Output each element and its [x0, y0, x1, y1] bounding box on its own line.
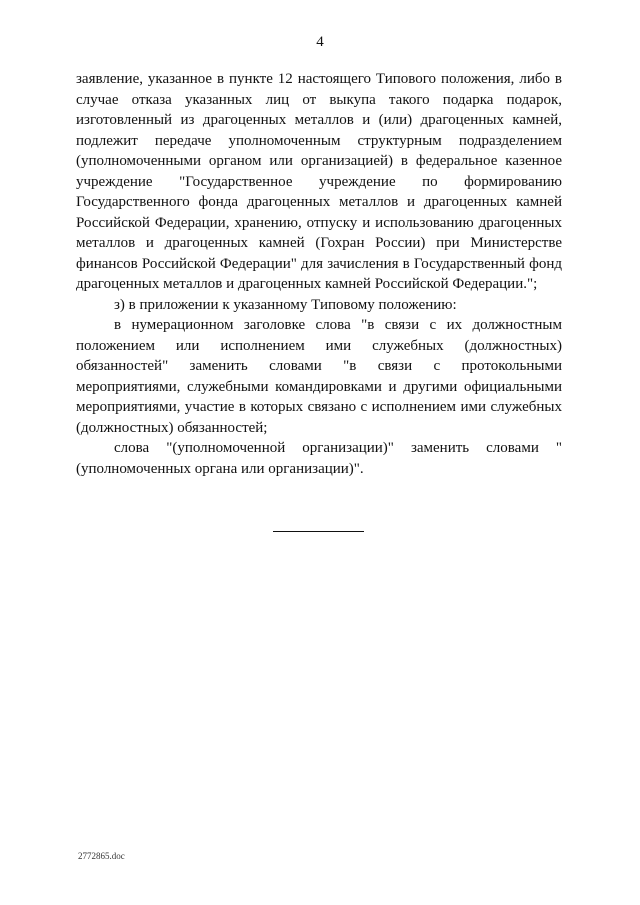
paragraph-words-change: слова "(уполномоченной организации)" заменить словами "(уполномоченных органа или организации)".	[76, 440, 562, 477]
document-body	[76, 69, 562, 479]
end-separator-line	[273, 531, 364, 532]
document-code: 2772865.doc	[78, 851, 125, 861]
paragraph-item-z: з) в приложении к указанному Типовому положению:	[114, 296, 457, 313]
paragraph-numbering-heading-change: в нумерационном заголовке слова "в связи с их должностным положением или исполнением ими служебных (должностных) обязанностей" заменить словами "в связи с протокольными мероприятиями, служебными командировками и другими официальными мероприятиями, участие в которых связано с исполнением ими служебных (должностных) обязанностей;	[76, 317, 562, 436]
page-number: 4	[316, 34, 324, 50]
paragraph-continuation: заявление, указанное в пункте 12 настоящего Типового положения, либо в случае отказа указанных лиц от выкупа такого подарка подарок, изготовленный из драгоценных металлов и (или) драгоценных камней, подлежит передаче уполномоченным структурным подразделением (уполномоченными органом или организацией) в федеральное казенное учреждение "Государственное учреждение по формированию Государственного фонда драгоценных металлов и драгоценных камней Российской Федерации, хранению, отпуску и использованию драгоценных металлов и драгоценных камней (Гохран России) при Министерстве финансов Российской Федерации" для зачисления в Государственный фонд драгоценных металлов и драгоценных камней Российской Федерации.";	[76, 71, 562, 292]
